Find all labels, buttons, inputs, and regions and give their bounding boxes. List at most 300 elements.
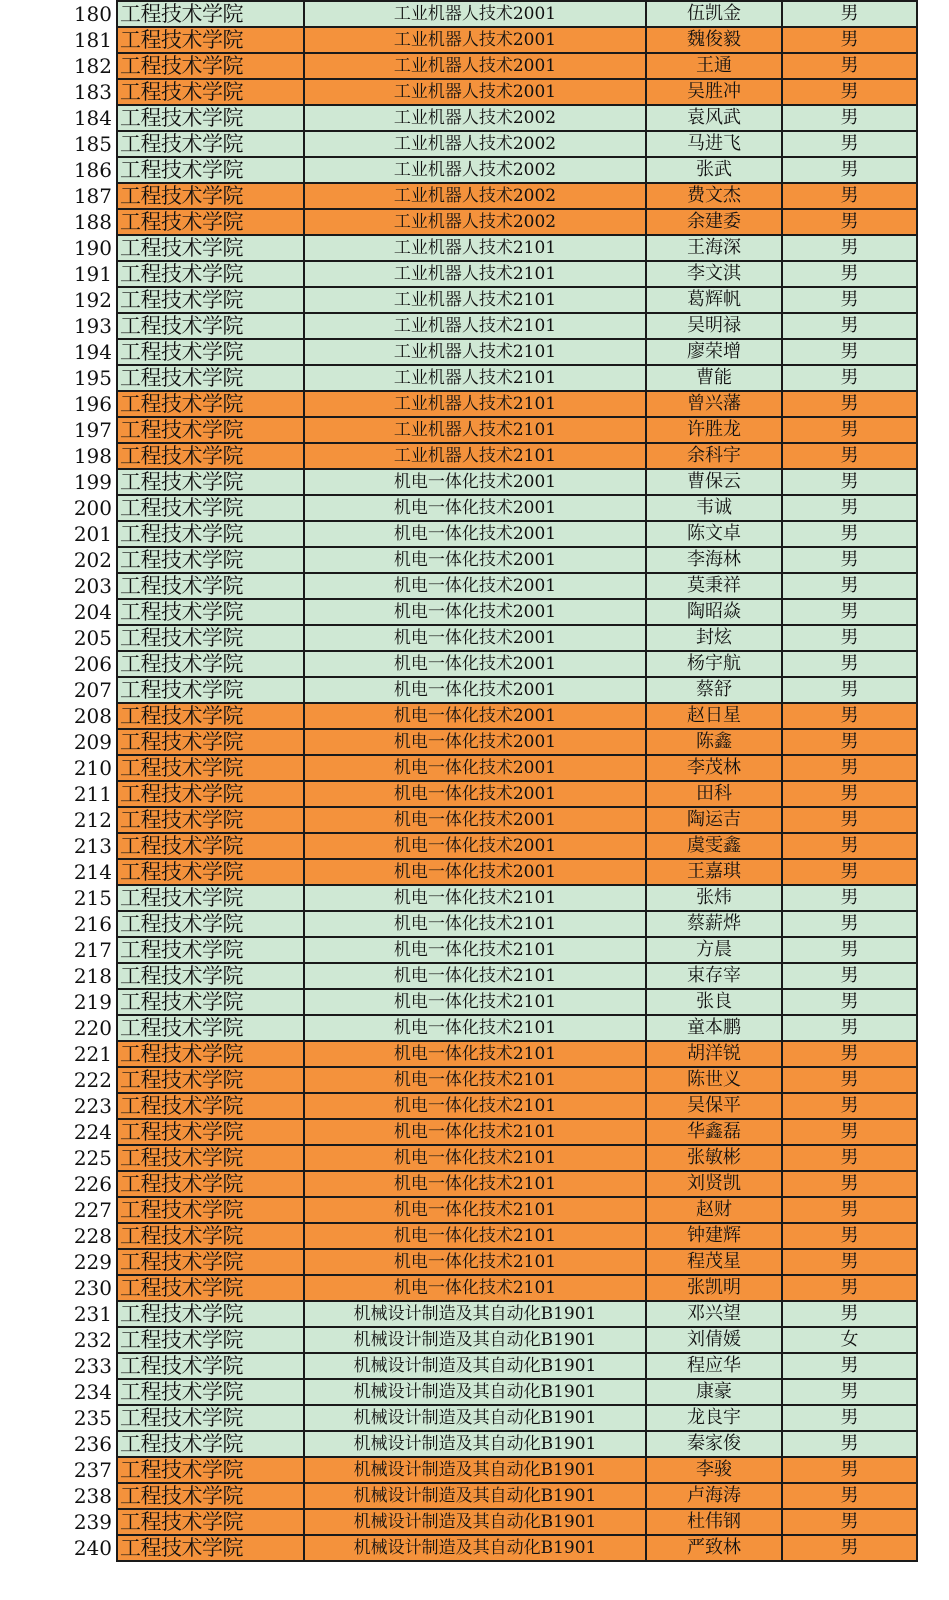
student-name-cell: 李海林	[646, 547, 782, 573]
college-cell: 工程技术学院	[117, 807, 304, 833]
gender-cell: 男	[782, 1275, 917, 1301]
table-row	[0, 313, 917, 339]
gender-cell: 男	[782, 1171, 917, 1197]
college-cell: 工程技术学院	[117, 755, 304, 781]
table-row	[0, 417, 917, 443]
student-name-cell: 伍凯金	[646, 1, 782, 27]
student-name-cell: 王海深	[646, 235, 782, 261]
college-cell: 工程技术学院	[117, 235, 304, 261]
student-name-cell: 李骏	[646, 1457, 782, 1483]
row-number-cell: 226	[0, 1171, 117, 1197]
table-row	[0, 1483, 917, 1509]
row-number-cell: 190	[0, 235, 117, 261]
class-cell: 工业机器人技术2101	[304, 391, 646, 417]
class-cell: 机械设计制造及其自动化B1901	[304, 1483, 646, 1509]
row-number-cell: 231	[0, 1301, 117, 1327]
gender-cell: 男	[782, 911, 917, 937]
table-row	[0, 1509, 917, 1535]
student-name-cell: 吴明禄	[646, 313, 782, 339]
college-cell: 工程技术学院	[117, 79, 304, 105]
student-name-cell: 华鑫磊	[646, 1119, 782, 1145]
class-cell: 机电一体化技术2101	[304, 911, 646, 937]
college-cell: 工程技术学院	[117, 131, 304, 157]
student-name-cell: 刘贤凯	[646, 1171, 782, 1197]
row-number-cell: 188	[0, 209, 117, 235]
gender-cell: 男	[782, 209, 917, 235]
gender-cell: 男	[782, 807, 917, 833]
table-row	[0, 703, 917, 729]
college-cell: 工程技术学院	[117, 1275, 304, 1301]
college-cell: 工程技术学院	[117, 1041, 304, 1067]
student-name-cell: 严致林	[646, 1535, 782, 1561]
table-row	[0, 1041, 917, 1067]
table-row	[0, 1275, 917, 1301]
class-cell: 机电一体化技术2001	[304, 651, 646, 677]
class-cell: 机电一体化技术2101	[304, 1093, 646, 1119]
table-row	[0, 781, 917, 807]
class-cell: 机电一体化技术2001	[304, 573, 646, 599]
row-number-cell: 186	[0, 157, 117, 183]
college-cell: 工程技术学院	[117, 1327, 304, 1353]
row-number-cell: 193	[0, 313, 117, 339]
class-cell: 工业机器人技术2101	[304, 235, 646, 261]
college-cell: 工程技术学院	[117, 599, 304, 625]
row-number-cell: 219	[0, 989, 117, 1015]
student-name-cell: 蔡舒	[646, 677, 782, 703]
gender-cell: 男	[782, 573, 917, 599]
class-cell: 机电一体化技术2001	[304, 469, 646, 495]
college-cell: 工程技术学院	[117, 339, 304, 365]
student-name-cell: 龙良宇	[646, 1405, 782, 1431]
college-cell: 工程技术学院	[117, 937, 304, 963]
gender-cell: 男	[782, 339, 917, 365]
row-number-cell: 236	[0, 1431, 117, 1457]
class-cell: 机电一体化技术2101	[304, 1145, 646, 1171]
student-name-cell: 虞雯鑫	[646, 833, 782, 859]
row-number-cell: 220	[0, 1015, 117, 1041]
row-number-cell: 195	[0, 365, 117, 391]
gender-cell: 男	[782, 599, 917, 625]
gender-cell: 男	[782, 131, 917, 157]
college-cell: 工程技术学院	[117, 1535, 304, 1561]
table-row	[0, 209, 917, 235]
class-cell: 工业机器人技术2002	[304, 131, 646, 157]
student-name-cell: 马进飞	[646, 131, 782, 157]
gender-cell: 男	[782, 183, 917, 209]
student-name-cell: 李茂林	[646, 755, 782, 781]
gender-cell: 男	[782, 1, 917, 27]
table-row	[0, 963, 917, 989]
college-cell: 工程技术学院	[117, 1, 304, 27]
student-name-cell: 王嘉琪	[646, 859, 782, 885]
table-row	[0, 911, 917, 937]
table-row	[0, 79, 917, 105]
row-number-cell: 213	[0, 833, 117, 859]
class-cell: 机械设计制造及其自动化B1901	[304, 1353, 646, 1379]
row-number-cell: 227	[0, 1197, 117, 1223]
row-number-cell: 224	[0, 1119, 117, 1145]
student-name-cell: 秦家俊	[646, 1431, 782, 1457]
gender-cell: 男	[782, 79, 917, 105]
college-cell: 工程技术学院	[117, 859, 304, 885]
gender-cell: 男	[782, 885, 917, 911]
table-row	[0, 443, 917, 469]
table-row	[0, 1197, 917, 1223]
gender-cell: 男	[782, 27, 917, 53]
row-number-cell: 230	[0, 1275, 117, 1301]
college-cell: 工程技术学院	[117, 105, 304, 131]
gender-cell: 男	[782, 391, 917, 417]
student-name-cell: 童本鹏	[646, 1015, 782, 1041]
gender-cell: 男	[782, 755, 917, 781]
gender-cell: 男	[782, 469, 917, 495]
gender-cell: 男	[782, 1457, 917, 1483]
college-cell: 工程技术学院	[117, 1301, 304, 1327]
table-row	[0, 625, 917, 651]
college-cell: 工程技术学院	[117, 157, 304, 183]
gender-cell: 男	[782, 1353, 917, 1379]
college-cell: 工程技术学院	[117, 989, 304, 1015]
college-cell: 工程技术学院	[117, 365, 304, 391]
row-number-cell: 198	[0, 443, 117, 469]
gender-cell: 男	[782, 1015, 917, 1041]
row-number-cell: 223	[0, 1093, 117, 1119]
gender-cell: 男	[782, 1093, 917, 1119]
college-cell: 工程技术学院	[117, 183, 304, 209]
class-cell: 机电一体化技术2101	[304, 1223, 646, 1249]
table-row	[0, 1119, 917, 1145]
student-name-cell: 陈文卓	[646, 521, 782, 547]
college-cell: 工程技术学院	[117, 443, 304, 469]
row-number-cell: 192	[0, 287, 117, 313]
college-cell: 工程技术学院	[117, 1379, 304, 1405]
gender-cell: 男	[782, 1405, 917, 1431]
student-table-body	[0, 1, 917, 1561]
row-number-cell: 211	[0, 781, 117, 807]
table-row	[0, 131, 917, 157]
gender-cell: 男	[782, 677, 917, 703]
college-cell: 工程技术学院	[117, 469, 304, 495]
student-name-cell: 田科	[646, 781, 782, 807]
table-row	[0, 365, 917, 391]
table-row	[0, 1015, 917, 1041]
row-number-cell: 205	[0, 625, 117, 651]
table-row	[0, 1, 917, 27]
class-cell: 工业机器人技术2101	[304, 287, 646, 313]
college-cell: 工程技术学院	[117, 703, 304, 729]
row-number-cell: 217	[0, 937, 117, 963]
class-cell: 机电一体化技术2101	[304, 1067, 646, 1093]
row-number-cell: 222	[0, 1067, 117, 1093]
row-number-cell: 232	[0, 1327, 117, 1353]
class-cell: 机电一体化技术2001	[304, 859, 646, 885]
class-cell: 工业机器人技术2101	[304, 443, 646, 469]
student-name-cell: 杨宇航	[646, 651, 782, 677]
class-cell: 机械设计制造及其自动化B1901	[304, 1405, 646, 1431]
row-number-cell: 229	[0, 1249, 117, 1275]
table-row	[0, 1535, 917, 1561]
college-cell: 工程技术学院	[117, 1509, 304, 1535]
table-row	[0, 859, 917, 885]
class-cell: 机电一体化技术2101	[304, 1171, 646, 1197]
student-name-cell: 赵日星	[646, 703, 782, 729]
college-cell: 工程技术学院	[117, 963, 304, 989]
table-row	[0, 1301, 917, 1327]
student-name-cell: 张凯明	[646, 1275, 782, 1301]
row-number-cell: 216	[0, 911, 117, 937]
student-name-cell: 曹能	[646, 365, 782, 391]
student-name-cell: 胡洋锐	[646, 1041, 782, 1067]
college-cell: 工程技术学院	[117, 781, 304, 807]
row-number-cell: 201	[0, 521, 117, 547]
row-number-cell: 202	[0, 547, 117, 573]
student-name-cell: 李文淇	[646, 261, 782, 287]
row-number-cell: 199	[0, 469, 117, 495]
college-cell: 工程技术学院	[117, 1119, 304, 1145]
table-row	[0, 833, 917, 859]
row-number-cell: 225	[0, 1145, 117, 1171]
student-name-cell: 葛辉帆	[646, 287, 782, 313]
row-number-cell: 210	[0, 755, 117, 781]
student-name-cell: 方晨	[646, 937, 782, 963]
table-row	[0, 157, 917, 183]
class-cell: 机电一体化技术2001	[304, 833, 646, 859]
gender-cell: 女	[782, 1327, 917, 1353]
college-cell: 工程技术学院	[117, 625, 304, 651]
table-row	[0, 287, 917, 313]
gender-cell: 男	[782, 1249, 917, 1275]
class-cell: 机电一体化技术2001	[304, 807, 646, 833]
class-cell: 机械设计制造及其自动化B1901	[304, 1327, 646, 1353]
college-cell: 工程技术学院	[117, 547, 304, 573]
college-cell: 工程技术学院	[117, 313, 304, 339]
class-cell: 机电一体化技术2101	[304, 1275, 646, 1301]
student-name-cell: 陶运吉	[646, 807, 782, 833]
class-cell: 机械设计制造及其自动化B1901	[304, 1301, 646, 1327]
gender-cell: 男	[782, 1197, 917, 1223]
gender-cell: 男	[782, 1041, 917, 1067]
student-name-cell: 张武	[646, 157, 782, 183]
college-cell: 工程技术学院	[117, 27, 304, 53]
table-row	[0, 1223, 917, 1249]
college-cell: 工程技术学院	[117, 1067, 304, 1093]
gender-cell: 男	[782, 417, 917, 443]
student-name-cell: 曹保云	[646, 469, 782, 495]
gender-cell: 男	[782, 1431, 917, 1457]
row-number-cell: 196	[0, 391, 117, 417]
class-cell: 工业机器人技术2101	[304, 313, 646, 339]
class-cell: 机电一体化技术2101	[304, 1015, 646, 1041]
table-row	[0, 495, 917, 521]
class-cell: 工业机器人技术2001	[304, 27, 646, 53]
gender-cell: 男	[782, 1223, 917, 1249]
college-cell: 工程技术学院	[117, 1197, 304, 1223]
college-cell: 工程技术学院	[117, 1145, 304, 1171]
college-cell: 工程技术学院	[117, 677, 304, 703]
student-name-cell: 莫秉祥	[646, 573, 782, 599]
college-cell: 工程技术学院	[117, 1457, 304, 1483]
class-cell: 机电一体化技术2001	[304, 625, 646, 651]
row-number-cell: 218	[0, 963, 117, 989]
class-cell: 工业机器人技术2001	[304, 53, 646, 79]
row-number-cell: 187	[0, 183, 117, 209]
gender-cell: 男	[782, 937, 917, 963]
gender-cell: 男	[782, 261, 917, 287]
row-number-cell: 235	[0, 1405, 117, 1431]
college-cell: 工程技术学院	[117, 1015, 304, 1041]
table-row	[0, 53, 917, 79]
table-row	[0, 235, 917, 261]
student-name-cell: 程茂星	[646, 1249, 782, 1275]
table-row	[0, 1431, 917, 1457]
class-cell: 机电一体化技术2101	[304, 989, 646, 1015]
gender-cell: 男	[782, 1535, 917, 1561]
class-cell: 机电一体化技术2001	[304, 755, 646, 781]
college-cell: 工程技术学院	[117, 1353, 304, 1379]
student-name-cell: 钟建辉	[646, 1223, 782, 1249]
table-row	[0, 885, 917, 911]
row-number-cell: 194	[0, 339, 117, 365]
gender-cell: 男	[782, 495, 917, 521]
row-number-cell: 183	[0, 79, 117, 105]
gender-cell: 男	[782, 625, 917, 651]
student-name-cell: 袁风武	[646, 105, 782, 131]
student-name-cell: 卢海涛	[646, 1483, 782, 1509]
class-cell: 机电一体化技术2101	[304, 1197, 646, 1223]
row-number-cell: 191	[0, 261, 117, 287]
college-cell: 工程技术学院	[117, 417, 304, 443]
table-row	[0, 339, 917, 365]
college-cell: 工程技术学院	[117, 1249, 304, 1275]
class-cell: 工业机器人技术2001	[304, 1, 646, 27]
gender-cell: 男	[782, 1509, 917, 1535]
student-name-cell: 费文杰	[646, 183, 782, 209]
college-cell: 工程技术学院	[117, 651, 304, 677]
table-row	[0, 105, 917, 131]
class-cell: 机电一体化技术2001	[304, 781, 646, 807]
table-row	[0, 1327, 917, 1353]
row-number-cell: 209	[0, 729, 117, 755]
gender-cell: 男	[782, 859, 917, 885]
gender-cell: 男	[782, 963, 917, 989]
college-cell: 工程技术学院	[117, 53, 304, 79]
table-row	[0, 937, 917, 963]
class-cell: 机电一体化技术2101	[304, 1249, 646, 1275]
class-cell: 机械设计制造及其自动化B1901	[304, 1509, 646, 1535]
student-name-cell: 程应华	[646, 1353, 782, 1379]
college-cell: 工程技术学院	[117, 287, 304, 313]
table-row	[0, 521, 917, 547]
gender-cell: 男	[782, 1301, 917, 1327]
gender-cell: 男	[782, 781, 917, 807]
gender-cell: 男	[782, 651, 917, 677]
class-cell: 工业机器人技术2101	[304, 365, 646, 391]
student-name-cell: 束存宰	[646, 963, 782, 989]
gender-cell: 男	[782, 1067, 917, 1093]
class-cell: 机电一体化技术2001	[304, 703, 646, 729]
row-number-cell: 182	[0, 53, 117, 79]
table-row	[0, 755, 917, 781]
student-name-cell: 陈世义	[646, 1067, 782, 1093]
college-cell: 工程技术学院	[117, 1093, 304, 1119]
gender-cell: 男	[782, 729, 917, 755]
row-number-cell: 206	[0, 651, 117, 677]
row-number-cell: 214	[0, 859, 117, 885]
college-cell: 工程技术学院	[117, 833, 304, 859]
class-cell: 机电一体化技术2001	[304, 547, 646, 573]
gender-cell: 男	[782, 313, 917, 339]
class-cell: 机械设计制造及其自动化B1901	[304, 1431, 646, 1457]
college-cell: 工程技术学院	[117, 521, 304, 547]
table-row	[0, 1145, 917, 1171]
class-cell: 工业机器人技术2101	[304, 261, 646, 287]
class-cell: 工业机器人技术2101	[304, 339, 646, 365]
row-number-cell: 208	[0, 703, 117, 729]
college-cell: 工程技术学院	[117, 209, 304, 235]
student-name-cell: 邓兴望	[646, 1301, 782, 1327]
gender-cell: 男	[782, 105, 917, 131]
student-name-cell: 陶昭焱	[646, 599, 782, 625]
college-cell: 工程技术学院	[117, 885, 304, 911]
class-cell: 机械设计制造及其自动化B1901	[304, 1535, 646, 1561]
college-cell: 工程技术学院	[117, 261, 304, 287]
row-number-cell: 180	[0, 1, 117, 27]
table-row	[0, 807, 917, 833]
table-row	[0, 677, 917, 703]
student-name-cell: 张炜	[646, 885, 782, 911]
gender-cell: 男	[782, 53, 917, 79]
class-cell: 工业机器人技术2002	[304, 209, 646, 235]
college-cell: 工程技术学院	[117, 1431, 304, 1457]
class-cell: 工业机器人技术2002	[304, 183, 646, 209]
class-cell: 机电一体化技术2101	[304, 885, 646, 911]
class-cell: 机电一体化技术2001	[304, 729, 646, 755]
row-number-cell: 234	[0, 1379, 117, 1405]
student-name-cell: 封炫	[646, 625, 782, 651]
gender-cell: 男	[782, 547, 917, 573]
gender-cell: 男	[782, 833, 917, 859]
class-cell: 机电一体化技术2001	[304, 495, 646, 521]
row-number-cell: 237	[0, 1457, 117, 1483]
college-cell: 工程技术学院	[117, 1483, 304, 1509]
gender-cell: 男	[782, 703, 917, 729]
table-row	[0, 729, 917, 755]
class-cell: 机电一体化技术2101	[304, 963, 646, 989]
gender-cell: 男	[782, 1483, 917, 1509]
college-cell: 工程技术学院	[117, 573, 304, 599]
student-name-cell: 蔡薪烨	[646, 911, 782, 937]
class-cell: 工业机器人技术2001	[304, 79, 646, 105]
row-number-cell: 233	[0, 1353, 117, 1379]
class-cell: 机电一体化技术2101	[304, 1041, 646, 1067]
class-cell: 机械设计制造及其自动化B1901	[304, 1457, 646, 1483]
gender-cell: 男	[782, 1379, 917, 1405]
gender-cell: 男	[782, 1145, 917, 1171]
table-row	[0, 261, 917, 287]
gender-cell: 男	[782, 365, 917, 391]
class-cell: 机电一体化技术2001	[304, 521, 646, 547]
class-cell: 机械设计制造及其自动化B1901	[304, 1379, 646, 1405]
table-row	[0, 547, 917, 573]
table-row	[0, 1353, 917, 1379]
row-number-cell: 239	[0, 1509, 117, 1535]
student-name-cell: 吴保平	[646, 1093, 782, 1119]
table-row	[0, 391, 917, 417]
class-cell: 机电一体化技术2001	[304, 677, 646, 703]
row-number-cell: 184	[0, 105, 117, 131]
table-row	[0, 1379, 917, 1405]
row-number-cell: 207	[0, 677, 117, 703]
